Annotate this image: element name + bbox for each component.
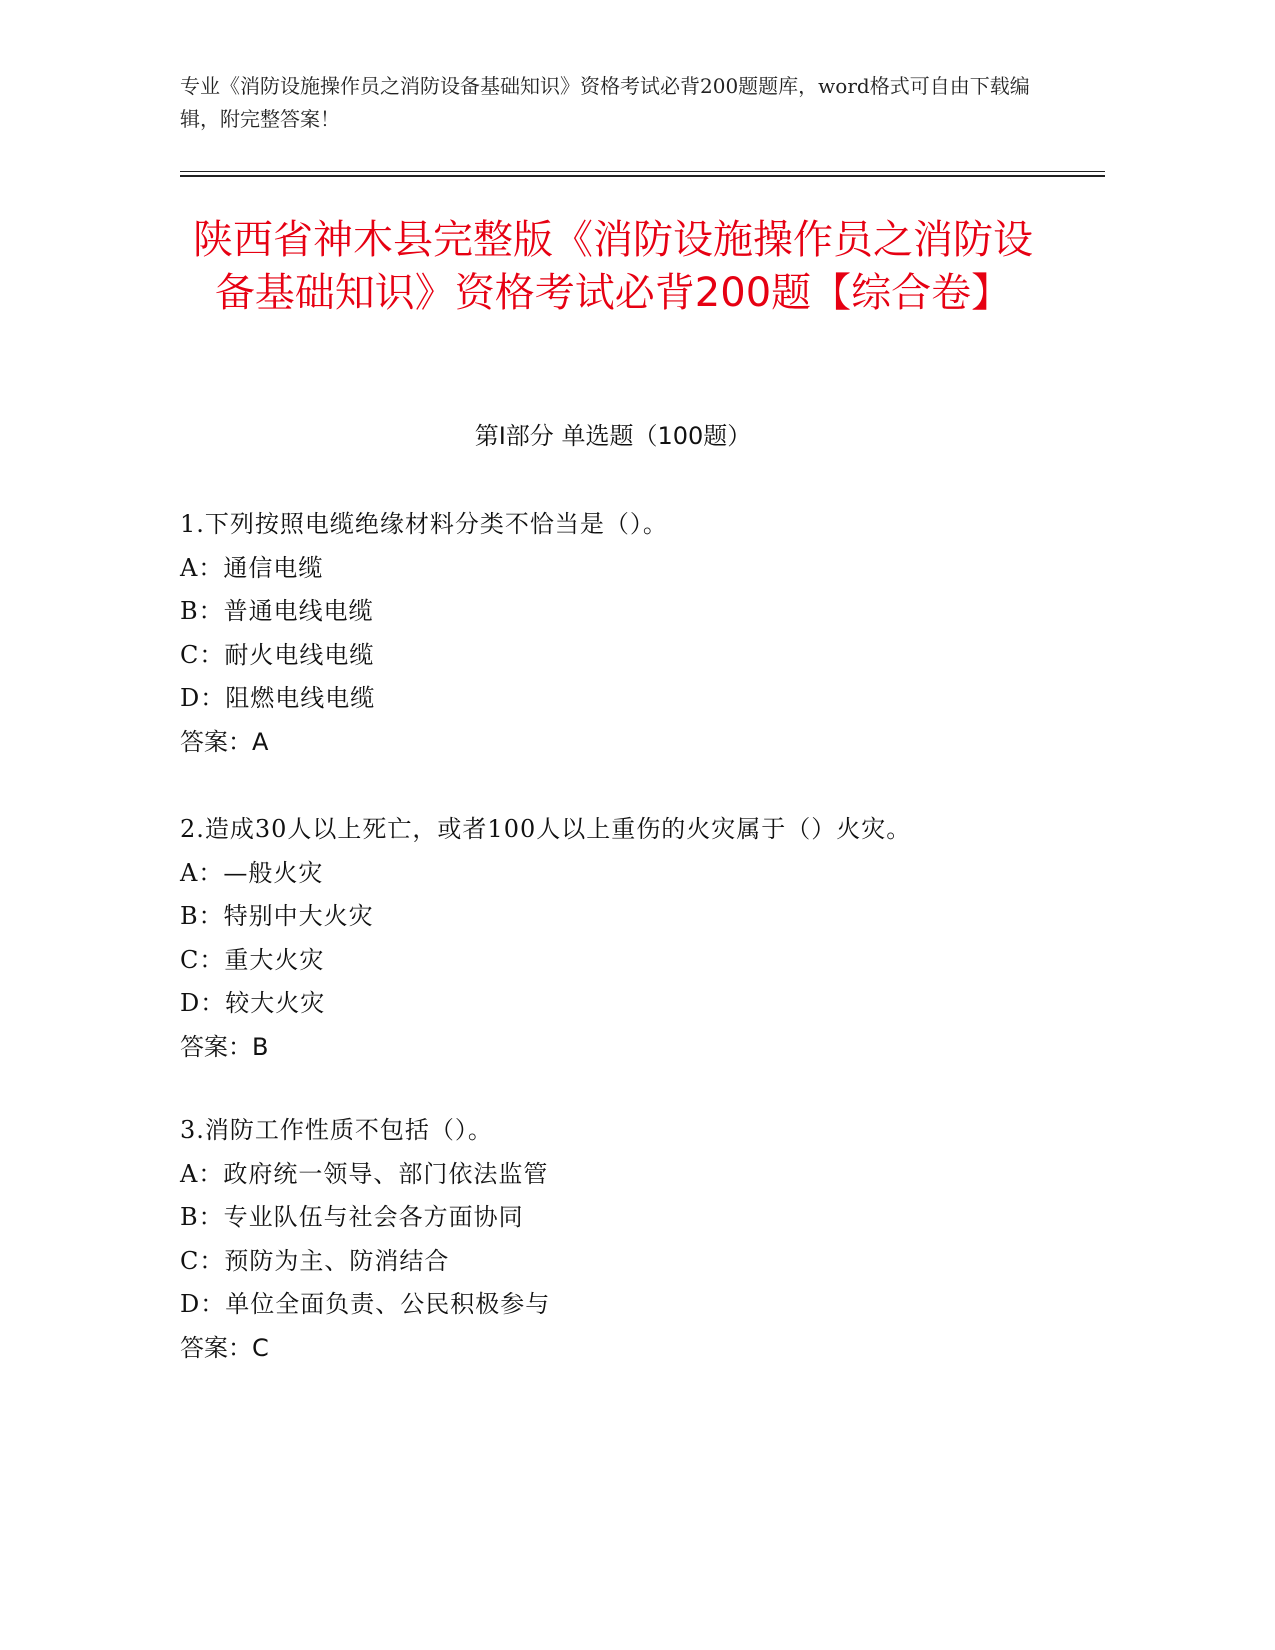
option-b: B：特别中大火灾: [180, 902, 374, 930]
question-2: [180, 808, 1080, 1069]
option-d: D：单位全面负责、公民积极参与: [180, 1290, 551, 1318]
question-1: [180, 503, 1080, 764]
option-b: B：普通电线电缆: [180, 597, 374, 625]
option-c: C：预防为主、防消结合: [180, 1246, 450, 1275]
answer: 答案：A: [180, 727, 269, 756]
option-c: C：重大火灾: [180, 945, 325, 974]
option-b: B：专业队伍与社会各方面协同: [180, 1203, 524, 1231]
option-d: D：阻燃电线电缆: [180, 684, 376, 712]
option-d: D：较大火灾: [180, 989, 326, 1017]
header-divider: [180, 171, 1105, 177]
answer: 答案：B: [180, 1032, 269, 1061]
question-stem: 3.消防工作性质不包括（）。: [180, 1116, 493, 1144]
header-note: 专业《消防设施操作员之消防设备基础知识》资格考试必背200题题库，word格式可自由下载编辑，附完整答案！: [180, 74, 1030, 131]
option-c: C：耐火电线电缆: [180, 640, 375, 669]
answer: 答案：C: [180, 1333, 269, 1362]
question-stem: 2.造成30人以上死亡，或者100人以上重伤的火灾属于（）火灾。: [180, 815, 912, 843]
question-3: [180, 1109, 1080, 1370]
document-title: 陕西省神木县完整版《消防设施操作员之消防设备基础知识》资格考试必背200题【综合卷】: [193, 217, 1033, 316]
option-a: A：政府统一领导、部门依法监管: [180, 1159, 549, 1188]
question-stem: 1.下列按照电缆绝缘材料分类不恰当是（）。: [180, 510, 668, 538]
option-a: A：—般火灾: [180, 858, 324, 887]
option-a: A：通信电缆: [180, 553, 324, 582]
section-heading: 第Ⅰ部分 单选题（100题）: [474, 422, 752, 450]
question-list: [180, 503, 1080, 1414]
